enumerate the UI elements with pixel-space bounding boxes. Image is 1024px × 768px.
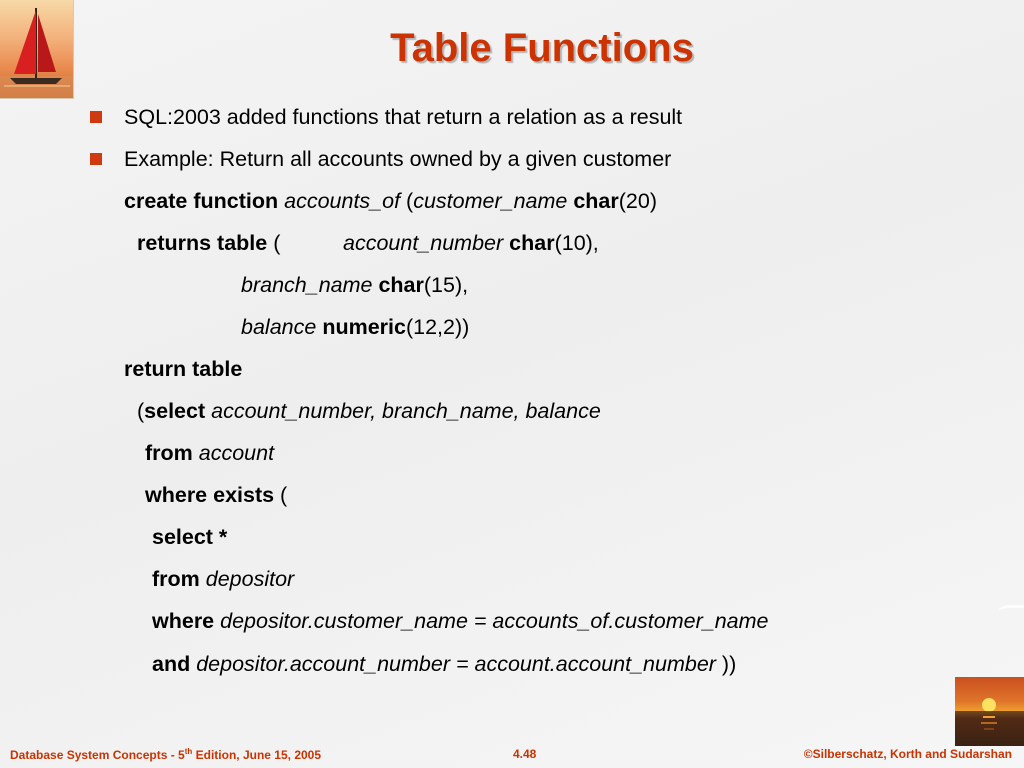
identifier: account <box>198 441 275 465</box>
footer-text: Edition, June 15, 2005 <box>192 748 322 762</box>
code-line <box>152 524 227 550</box>
identifier: depositor.account_number = account.account_number <box>196 652 716 676</box>
code-line <box>137 398 601 424</box>
punct: ( <box>400 189 414 213</box>
identifier: accounts_of <box>284 189 401 213</box>
code-line <box>241 272 468 298</box>
keyword: from <box>152 567 200 591</box>
identifier: balance <box>241 315 317 339</box>
identifier: account_number, branch_name, balance <box>211 399 601 423</box>
punct: (12,2)) <box>405 315 470 339</box>
code-line <box>152 566 294 592</box>
code-line <box>343 230 599 256</box>
keyword: char <box>509 231 555 255</box>
identifier: customer_name <box>413 189 568 213</box>
identifier: account_number <box>343 231 504 255</box>
code-line <box>152 651 736 677</box>
keyword: where exists <box>145 483 275 507</box>
keyword: and <box>152 652 191 676</box>
code-line <box>241 314 469 340</box>
punct: )) <box>715 652 737 676</box>
punct: (20) <box>618 189 657 213</box>
keyword: char <box>573 189 619 213</box>
keyword: return table <box>124 357 243 381</box>
code-line <box>137 230 280 256</box>
identifier: depositor <box>205 567 295 591</box>
code-line <box>124 188 657 214</box>
footer-sup: th <box>184 747 193 756</box>
page-number: 4.48 <box>513 747 537 761</box>
keyword: where <box>152 609 215 633</box>
punct: (10), <box>554 231 599 255</box>
decorative-swoosh <box>998 605 1024 618</box>
keyword: select <box>144 399 206 423</box>
footer-left <box>10 747 321 762</box>
keyword: from <box>145 441 193 465</box>
punct: ( <box>274 483 288 507</box>
code-line <box>152 608 768 634</box>
keyword: char <box>378 273 424 297</box>
code-line <box>124 356 242 382</box>
bullet-marker <box>90 111 102 123</box>
keyword: create function <box>124 189 279 213</box>
punct: ( <box>137 399 145 423</box>
bullet-text: Example: Return all accounts owned by a given customer <box>124 147 672 171</box>
keyword: select * <box>152 525 228 549</box>
punct: ( <box>267 231 281 255</box>
bullet-text: SQL:2003 added functions that return a relation as a result <box>124 105 683 129</box>
identifier: depositor.customer_name = accounts_of.customer_name <box>220 609 769 633</box>
bullet-marker <box>90 153 102 165</box>
footer-right: ©Silberschatz, Korth and Sudarshan <box>803 747 1012 761</box>
code-line <box>145 482 287 508</box>
punct: (15), <box>423 273 469 297</box>
identifier: branch_name <box>241 273 373 297</box>
keyword: returns table <box>137 231 268 255</box>
slide-title: Table Functions <box>390 26 694 70</box>
sunset-logo <box>955 677 1024 746</box>
code-line <box>145 440 274 466</box>
footer-text: Database System Concepts - 5 <box>10 748 185 762</box>
keyword: numeric <box>322 315 406 339</box>
